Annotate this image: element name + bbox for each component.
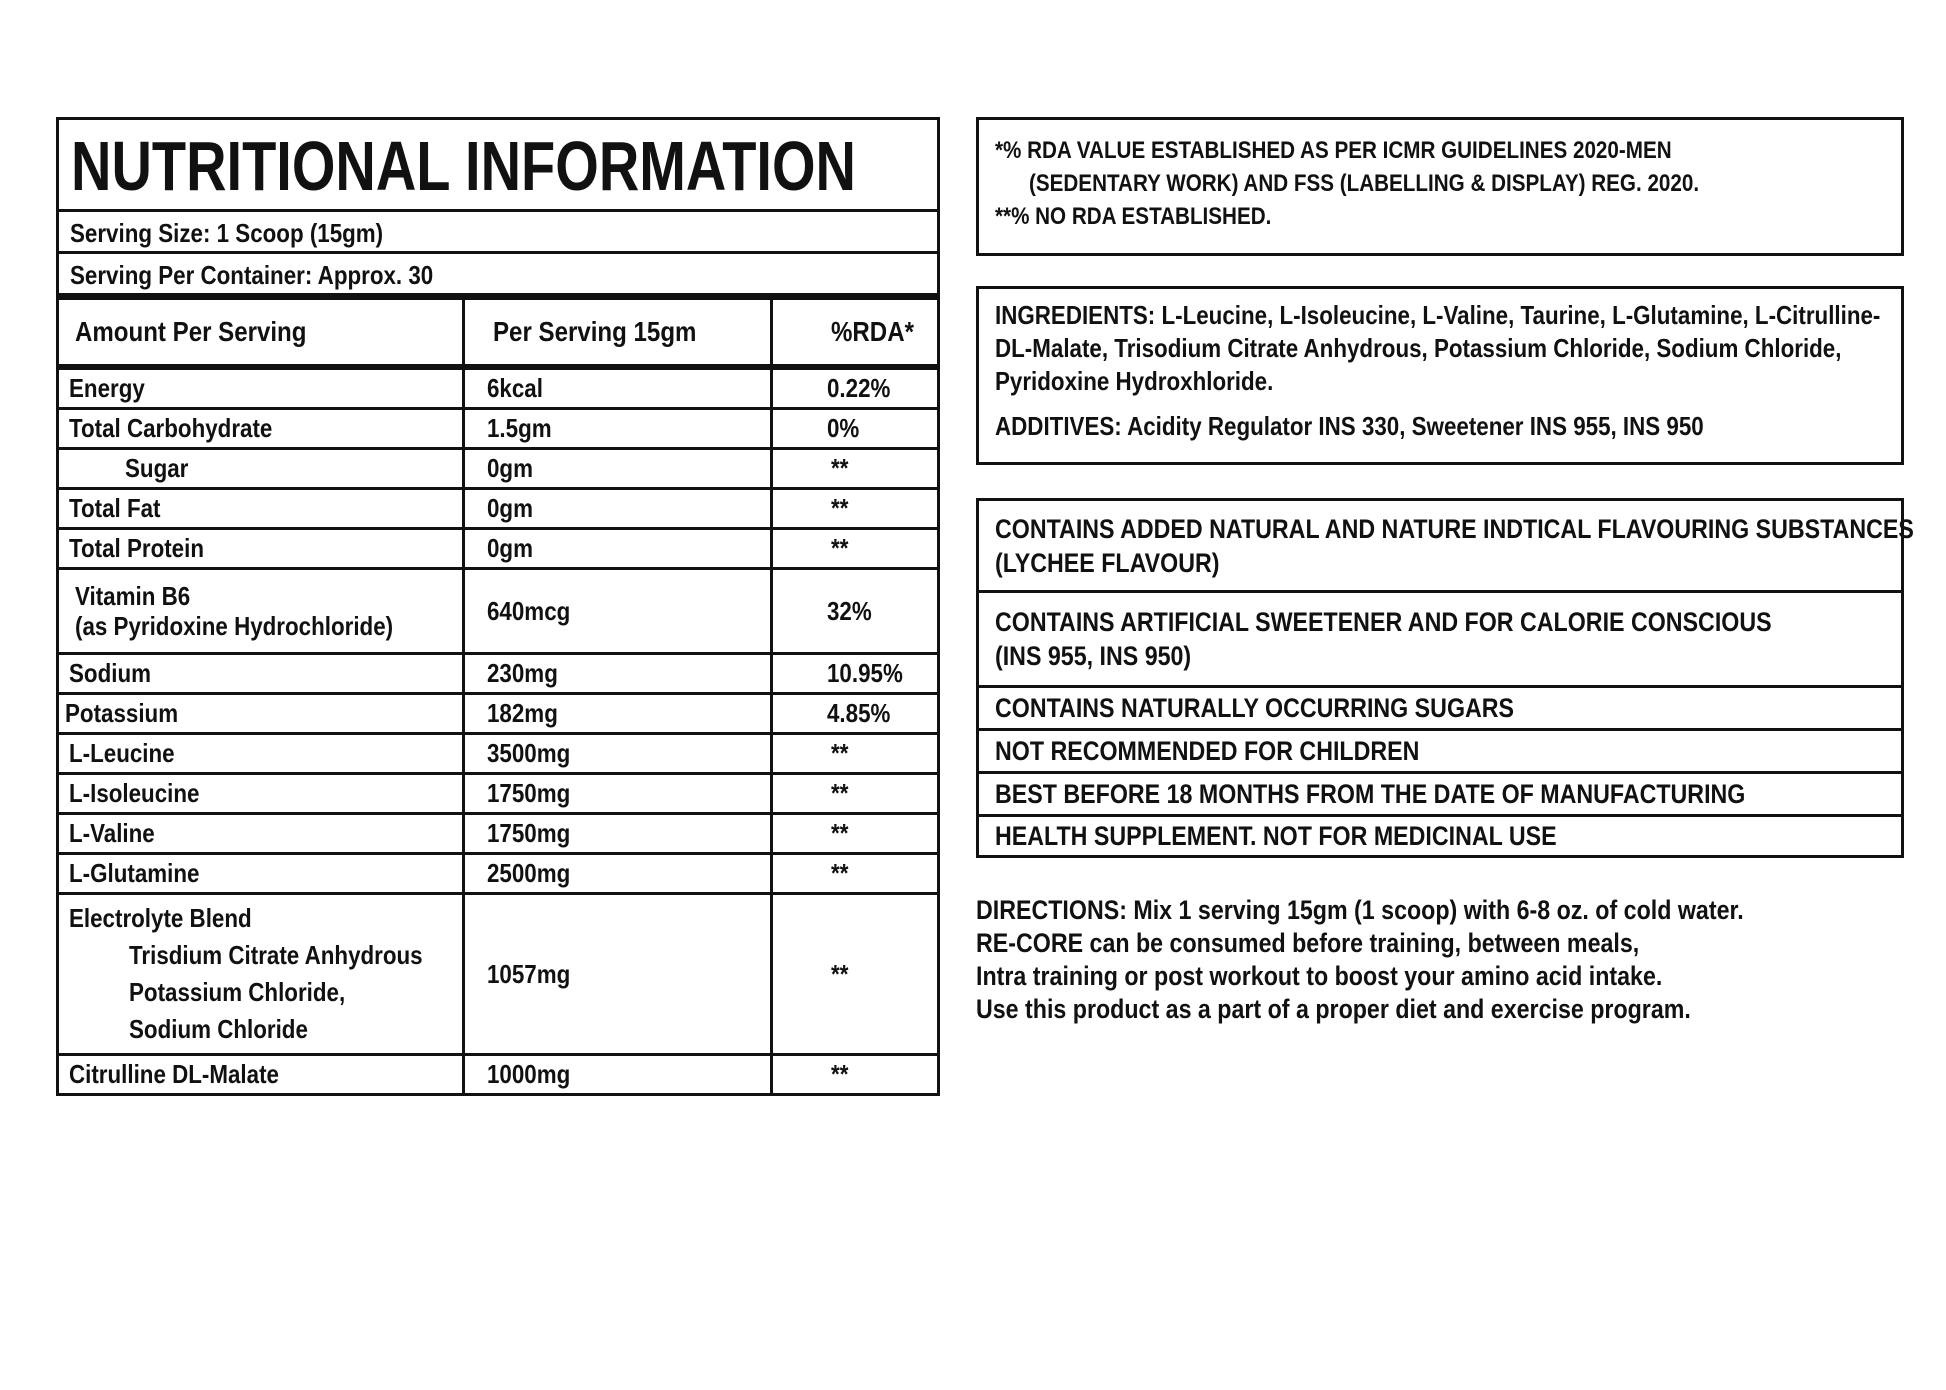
warning-sugars: CONTAINS NATURALLY OCCURRING SUGARS: [979, 688, 1901, 731]
table-row: [59, 449, 937, 489]
nutrient-rda: **: [771, 1055, 937, 1094]
table-row: [59, 774, 937, 814]
directions-block: [976, 894, 1906, 1026]
directions-line: Intra training or post workout to boost your amino acid intake.: [976, 961, 1663, 991]
nutrient-amount: 1750mg: [463, 774, 771, 814]
table-row: [59, 854, 937, 894]
nutrient-amount: 640mcg: [463, 569, 771, 654]
ingredients-box: [976, 286, 1904, 465]
ingredients-label: INGREDIENTS:: [995, 300, 1156, 330]
table-row: [59, 489, 937, 529]
warning-sweetener: CONTAINS ARTIFICIAL SWEETENER AND FOR CALORIE CONSCIOUS (INS 955, INS 950): [979, 593, 1901, 688]
nutrient-name: Vitamin B6 (as Pyridoxine Hydrochloride): [59, 569, 463, 654]
header-rda: %RDA*: [771, 300, 937, 367]
nutrient-amount: 1000mg: [463, 1055, 771, 1094]
serving-size: Serving Size: 1 Scoop (15gm): [59, 212, 937, 254]
nutrient-rda: **: [771, 774, 937, 814]
nutrient-rda: **: [771, 489, 937, 529]
rda-note-box: [976, 117, 1904, 256]
additives-text: ADDITIVES: Acidity Regulator INS 330, Sweetener INS 955, INS 950: [995, 411, 1704, 441]
directions-line: RE-CORE can be consumed before training, between meals,: [976, 928, 1640, 958]
ingredients-text: INGREDIENTS: L-Leucine, L-Isoleucine, L-Valine, Taurine, L-Glutamine, L-Citrulline-DL-Malate, Trisodium Citrate Anhydrous, Potassium Chloride, Sodium Chloride, Pyridoxine Hydroxhloride.: [995, 300, 1881, 396]
nutrient-rda: 10.95%: [771, 654, 937, 694]
table-row: [59, 654, 937, 694]
nutrient-rda: **: [771, 894, 937, 1055]
table-row: [59, 1055, 937, 1094]
table-row: [59, 569, 937, 654]
nutrient-name: Energy: [59, 367, 463, 409]
nutrient-amount: 230mg: [463, 654, 771, 694]
header-amount-per-serving: Amount Per Serving: [59, 300, 463, 367]
table-row: [59, 367, 937, 409]
nutrient-rda: 0.22%: [771, 367, 937, 409]
nutrient-name: L-Valine: [59, 814, 463, 854]
table-row: [59, 814, 937, 854]
nutrient-name: Sodium: [59, 654, 463, 694]
nutrient-name: Electrolyte Blend Trisdium Citrate Anhydrous Potassium Chloride, Sodium Chloride: [59, 894, 463, 1055]
nutrient-amount: 2500mg: [463, 854, 771, 894]
rda-note-line: (SEDENTARY WORK) AND FSS (LABELLING & DISPLAY) REG. 2020.: [1029, 170, 1700, 197]
nutrient-amount: 6kcal: [463, 367, 771, 409]
nutrient-rda: **: [771, 854, 937, 894]
rda-note-line: **% NO RDA ESTABLISHED.: [995, 203, 1272, 230]
nutrient-name: L-Leucine: [59, 734, 463, 774]
nutrition-table: [59, 300, 937, 1093]
nutrient-name: Sugar: [59, 449, 463, 489]
directions-line: Use this product as a part of a proper diet and exercise program.: [976, 994, 1691, 1024]
nutrient-amount: 3500mg: [463, 734, 771, 774]
servings-per-container: Serving Per Container: Approx. 30: [59, 254, 937, 300]
warning-health-supplement: HEALTH SUPPLEMENT. NOT FOR MEDICINAL USE: [995, 821, 1557, 851]
table-row: [59, 734, 937, 774]
warning-flavouring: CONTAINS ADDED NATURAL AND NATURE INDTICAL FLAVOURING SUBSTANCES (LYCHEE FLAVOUR): [979, 501, 1901, 593]
nutrient-rda: **: [771, 734, 937, 774]
nutrient-name: Citrulline DL-Malate: [59, 1055, 463, 1094]
directions-label: DIRECTIONS:: [976, 895, 1127, 925]
nutrition-title: NUTRITIONAL INFORMATION: [59, 120, 937, 212]
nutrient-rda: 32%: [771, 569, 937, 654]
blend-sub-item: Potassium Chloride,: [129, 977, 346, 1007]
nutrient-rda: **: [771, 814, 937, 854]
nutrient-amount: 1.5gm: [463, 409, 771, 449]
blend-sub-item: Sodium Chloride: [129, 1014, 308, 1044]
nutrient-name: Total Carbohydrate: [59, 409, 463, 449]
directions-line: DIRECTIONS: Mix 1 serving 15gm (1 scoop) with 6-8 oz. of cold water.: [976, 895, 1744, 925]
nutrition-panel: [56, 117, 940, 1096]
table-row: [59, 409, 937, 449]
table-row: [59, 894, 937, 1055]
header-per-serving: Per Serving 15gm: [463, 300, 771, 367]
nutrient-name: Potassium: [59, 694, 463, 734]
blend-sub-item: Trisdium Citrate Anhydrous: [129, 940, 423, 970]
nutrient-rda: **: [771, 529, 937, 569]
nutrient-name: Total Protein: [59, 529, 463, 569]
nutrient-rda: **: [771, 449, 937, 489]
nutrient-name: L-Glutamine: [59, 854, 463, 894]
warnings-box: [976, 498, 1914, 858]
table-row: [59, 529, 937, 569]
nutrient-amount: 1057mg: [463, 894, 771, 1055]
additives-label: ADDITIVES:: [995, 411, 1122, 441]
table-header-row: [59, 300, 937, 367]
nutrient-name: L-Isoleucine: [59, 774, 463, 814]
warning-children: NOT RECOMMENDED FOR CHILDREN: [979, 731, 1901, 774]
nutrient-amount: 0gm: [463, 449, 771, 489]
nutrient-name: Total Fat: [59, 489, 463, 529]
nutrient-amount: 0gm: [463, 489, 771, 529]
nutrient-amount: 0gm: [463, 529, 771, 569]
nutrient-amount: 1750mg: [463, 814, 771, 854]
table-row: [59, 694, 937, 734]
nutrient-amount: 182mg: [463, 694, 771, 734]
nutrient-rda: 4.85%: [771, 694, 937, 734]
warning-best-before: BEST BEFORE 18 MONTHS FROM THE DATE OF MANUFACTURING: [979, 774, 1901, 817]
nutrient-rda: 0%: [771, 409, 937, 449]
rda-note-line: *% RDA VALUE ESTABLISHED AS PER ICMR GUIDELINES 2020-MEN: [995, 137, 1672, 164]
